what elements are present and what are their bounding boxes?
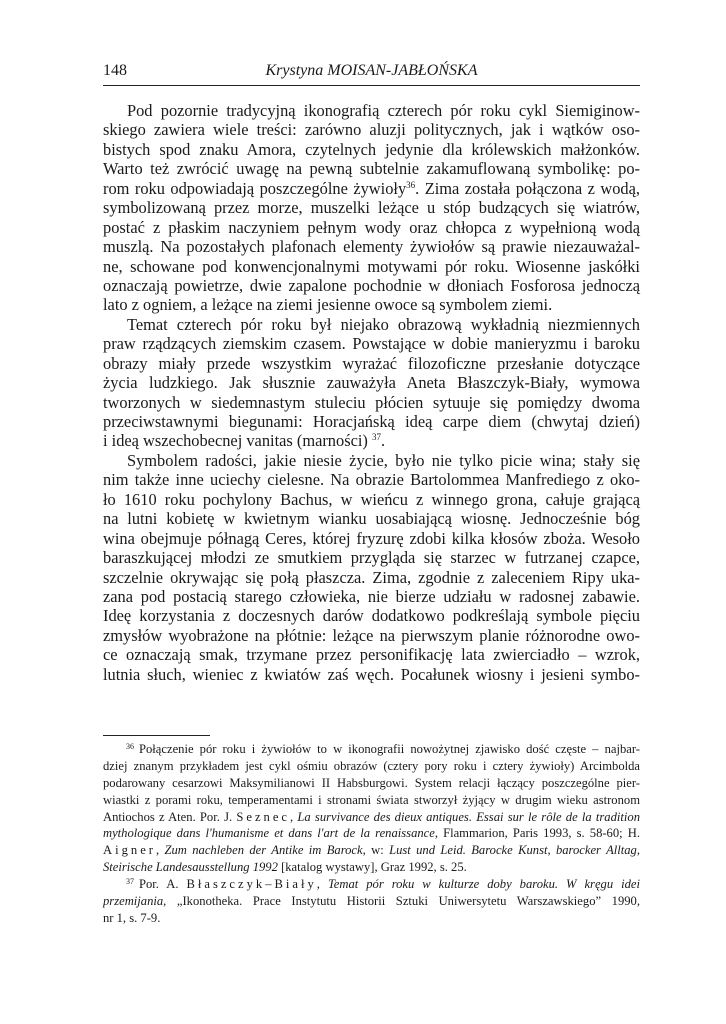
footnote-36-line: wiastki z porami roku, temperamentami i stronami świata stworzył żyjący w drugim wieku astronom <box>103 792 640 807</box>
book-title: Zum nachleben der Antike im Barock <box>164 843 363 858</box>
text-line: Warto też zwrócić uwagę na pewną subtelnie zakamuflowaną symbolikę: po- <box>103 159 640 179</box>
header-rule <box>103 85 640 86</box>
footnote-36-line: mythologique dans l'humanisme et dans l'art de la renaissance, Flammarion, Paris 1993, s. 58-60; H. <box>103 826 640 841</box>
footnote-37-line: nr 1, s. 7-9. <box>103 910 161 925</box>
book-title: La survivance des dieux antiques. Essai sur le rôle de la tradition <box>297 809 640 824</box>
footnote-ref-37[interactable]: 37 <box>371 432 381 443</box>
footnote-36-line: Antiochos z Aten. Por. J. Seznec, La survivance des dieux antiques. Essai sur le rôle de la tradition <box>103 809 640 824</box>
footnote-36-line: Aigner, Zum nachleben der Antike im Barock, w: Lust und Leid. Barocke Kunst, barocker Alltag, <box>103 843 641 858</box>
text-line: obrazy miały przede wszystkim wyrażać filozoficzne przesłanie dotyczące <box>103 353 640 373</box>
footnotes <box>103 741 640 927</box>
footnote-rule <box>103 735 210 736</box>
text-line: szczelnie okrywając się połą płaszcza. Zima, zgodnie z zaleceniem Ripy uka- <box>103 567 640 587</box>
text-line: Pod pozornie tradycyjną ikonografią czterech pór roku cykl Siemiginow- <box>127 101 640 120</box>
text-line: ne, schowane pod konwencjonalnymi motywami pór roku. Wiosenne jaskółki <box>103 256 640 276</box>
author-name: Aigner <box>103 843 156 858</box>
text-line: rom roku odpowiadają poszczególne żywioły$^{36}$. Zima została połączona z wodą, <box>103 178 640 198</box>
footnote-37-line: $^{37}$ Por. A. Błaszczyk–Biały, Temat pór roku w kulturze doby baroku. W kręgu idei <box>126 877 640 892</box>
book-title: Lust und Leid. Barocke Kunst, barocker Alltag, <box>389 843 641 858</box>
text-line: ce oznaczają smak, trzymane przez personifikację lata zwierciadło – wzrok, <box>103 645 640 665</box>
text-line: lutnia słuch, wieniec z kwiatów zaś węch. Pocałunek wiosny i jesieni symbo- <box>103 664 640 684</box>
book-title: Steirische Landesausstellung 1992 <box>103 860 278 875</box>
footnote-ref-36[interactable]: 36 <box>406 179 416 190</box>
author-name: Seznec <box>236 809 291 824</box>
text-line: życia ludzkiego. Jak słusznie zauważyła Aneta Błaszczyk-Biały, wymowa <box>103 373 640 393</box>
text-line: praw rządzących ziemskim czasem. Powstające w dobie manieryzmu i baroku <box>103 334 640 354</box>
text-line: skiego zawiera wiele treści: zarówno aluzji politycznych, jak i wątków oso- <box>103 120 640 140</box>
text-line: przeciwstawnymi biegunami: Horacjańską ideą carpe diem (chwytaj dzień) <box>103 412 640 431</box>
text-line: na lutni kobietę w kwietnym wianku uosabiającą wiosnę. Jednocześnie bóg <box>103 509 640 529</box>
footnote-36-line: $^{36}$ Połączenie pór roku i żywiołów to w ikonografii nowożytnej zjawisko dość częste – najbar- <box>126 742 640 756</box>
author-name: Błaszczyk–Biały <box>186 877 317 892</box>
text-line: postać z płaskim naczyniem pełnym wody oraz chłopca z wypełnioną wodą <box>103 217 640 237</box>
footnote-37-line: przemijania, „Ikonotheka. Prace Instytutu Historii Sztuki Uniwersytetu Warszawskiego” 1990, <box>103 894 640 909</box>
text-line: Temat czterech pór roku był niejako obrazową wykładnią niezmiennych <box>127 314 640 334</box>
footnote-mark: 36 <box>126 742 134 751</box>
running-head: Krystyna MOISAN-JABŁOŃSKA <box>265 62 478 79</box>
text-line: Symbolem radości, jakie niesie życie, było nie tylko picie wina; stały się <box>127 450 640 470</box>
page-header <box>103 62 640 86</box>
book-title: mythologique dans l'humanisme et dans l'art de la renaissance <box>103 826 435 841</box>
body-text <box>103 101 640 684</box>
text-line: oznaczają powietrze, dwie zapalone pochodnie w dłoniach Fosforosa jednoczą <box>103 275 640 295</box>
footnote-36-line: Steirische Landesausstellung 1992 [katalog wystawy], Graz 1992, s. 25. <box>103 860 467 875</box>
footnote-36-line: podarowany cesarzowi Maksymilianowi II Habsburgowi. System relacji łączący poszczególne pier- <box>103 775 640 790</box>
text-line: muszlą. Na pozostałych plafonach elementy żywiołów są prawie niezauważal- <box>103 237 640 257</box>
text-line: i ideą wszechobecnej vanitas (marności) $^{37}$. <box>103 431 386 451</box>
text-line: bistych spod znaku Amora, czytelnych jedynie dla królewskich małżonków. <box>103 139 640 159</box>
text-line: baraszkującej młodzi ze smutkiem przygląda się starzec w futrzanej czapce, <box>103 548 640 568</box>
article-title: Temat pór roku w kulturze doby baroku. W kręgu idei <box>327 877 640 892</box>
text-line: nim także inne uciechy cielesne. Na obrazie Bartolommea Manfrediego z oko- <box>103 470 640 490</box>
footnote-36-line: dziej znanym przykładem jest cykl ośmiu obrazów (cztery pory roku i cztery żywioły) Arcimbolda <box>103 758 640 773</box>
text-line: zmysłów wyobrażone na płótnie: leżące na pierwszym planie różnorodne owo- <box>103 625 640 645</box>
text-line: lato z ogniem, a leżące na ziemi jesienne owoce są symbolem ziemi. <box>103 295 553 315</box>
text-line: Ideę korzystania z doczesnych darów dodatkowo podkreślają symbole pięciu <box>103 606 640 626</box>
text-line: ło 1610 roku pochylony Bachus, w wieńcu z winnego grona, całuje grającą <box>103 489 640 509</box>
text-line: tworzonych w siedemnastym stuleciu płócien sytuuje się pomiędzy dwoma <box>103 392 640 412</box>
page-number: 148 <box>103 62 127 79</box>
text-line: symbolizowaną przez morze, muszelki leżące u stóp budzących się wiatrów, <box>103 198 640 218</box>
article-title: przemijania <box>103 894 164 909</box>
footnote-mark: 37 <box>126 877 134 887</box>
text-line: zana pod postacią starego człowieka, nie bierze udziału w radosnej zabawie. <box>103 586 640 606</box>
text-line: wina obejmuje półnagą Ceres, której fryzurę zdobi kilka kłosów zboża. Wesoło <box>103 528 640 548</box>
